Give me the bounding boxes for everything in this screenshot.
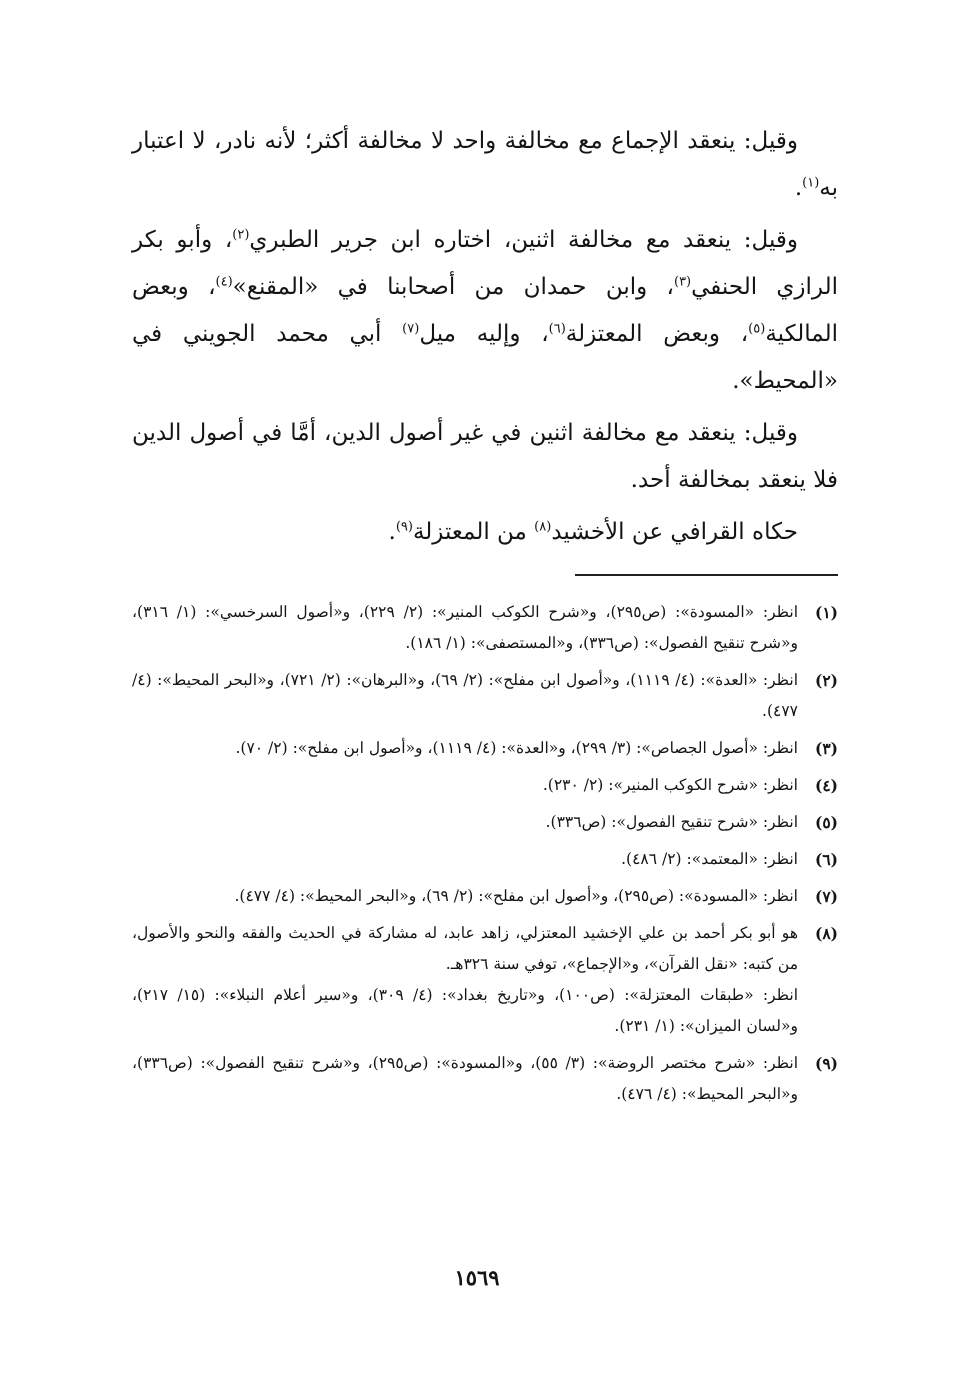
footnote-body bbox=[132, 807, 798, 838]
paragraph-3-text: وقيل: ينعقد مع مخالفة اثنين في غير أصول الدين، أمَّا في أصول الدين فلا ينعقد بمخالفة أحد. bbox=[132, 420, 838, 493]
footnote-ref-7[interactable]: (٧) bbox=[402, 321, 420, 337]
footnote-ref-9[interactable]: (٩) bbox=[395, 519, 413, 535]
paragraph-4 bbox=[132, 509, 838, 556]
footnote-body bbox=[132, 665, 798, 727]
footnote-ref-1[interactable]: (١) bbox=[802, 175, 820, 191]
footnote-ref-5[interactable]: (٥) bbox=[748, 321, 766, 337]
footnote-separator bbox=[575, 574, 838, 576]
footnote-number: (٣) bbox=[814, 739, 838, 758]
footnote-number: (١) bbox=[814, 603, 838, 622]
paragraph-2-part-6: ، وإليه ميل bbox=[419, 321, 549, 347]
footnote-number: (٦) bbox=[814, 850, 838, 869]
footnote-body bbox=[132, 918, 798, 1042]
footnote-body bbox=[132, 881, 798, 912]
footnote-text: انظر: «شرح الكوكب المنير»: (٢/ ٢٣٠). bbox=[542, 776, 798, 794]
footnote-text: انظر: «العدة»: (٤/ ١١١٩)، و«أصول ابن مفلح»: (٢/ ٦٩)، و«البرهان»: (٢/ ٧٢١)، و«البحر المحيط»: (٤/ ٤٧٧). bbox=[132, 671, 798, 720]
footnote-3 bbox=[132, 733, 838, 764]
paragraph-2-part-2: ، وأبو بكر الرازي الحنفي bbox=[132, 227, 839, 300]
paragraph-2 bbox=[132, 217, 838, 405]
footnote-text-references: انظر: «طبقات المعتزلة»: (ص١٠٠)، و«تاريخ بغداد»: (٤/ ٣٠٩)، و«سير أعلام النبلاء»: (١٥/ ٢١٧)، و«لسان الميزان»: (١/ ٢٣١). bbox=[132, 986, 798, 1035]
footnote-text: انظر: «المسودة»: (ص٢٩٥)، و«شرح الكوكب المنير»: (٢/ ٢٢٩)، و«أصول السرخسي»: (١/ ٣١٦)، و«شرح تنقيح الفصول»: (ص٣٣٦)، و«المستصفى»: (١/ ١٨٦). bbox=[132, 603, 798, 652]
footnote-4 bbox=[132, 770, 838, 801]
paragraph-4-end: . bbox=[388, 519, 396, 545]
footnote-number: (٢) bbox=[814, 671, 838, 690]
footnote-text: انظر: «المعتمد»: (٢/ ٤٨٦). bbox=[621, 850, 798, 868]
paragraph-2-part-3: ، وابن حمدان من أصحابنا في «المقنع» bbox=[232, 274, 674, 300]
paragraph-2-part-1: وقيل: ينعقد مع مخالفة اثنين، اختاره ابن جرير الطبري bbox=[249, 227, 798, 253]
footnote-text: انظر: «شرح تنقيح الفصول»: (ص٣٣٦). bbox=[545, 813, 798, 831]
footnote-9 bbox=[132, 1048, 838, 1110]
main-text bbox=[132, 118, 838, 561]
footnote-2 bbox=[132, 665, 838, 727]
paragraph-1-text: وقيل: ينعقد الإجماع مع مخالفة واحد لا مخالفة أكثر؛ لأنه نادر، لا اعتبار به bbox=[132, 128, 838, 201]
footnote-7 bbox=[132, 881, 838, 912]
footnote-text: انظر: «شرح مختصر الروضة»: (٣/ ٥٥)، و«المسودة»: (ص٢٩٥)، و«شرح تنقيح الفصول»: (ص٣٣٦)، و«البحر المحيط»: (٤/ ٤٧٦). bbox=[132, 1054, 798, 1103]
footnote-ref-2[interactable]: (٢) bbox=[232, 227, 250, 243]
footnote-body bbox=[132, 733, 798, 764]
footnote-6 bbox=[132, 844, 838, 875]
footnote-body bbox=[132, 597, 798, 659]
footnote-ref-3[interactable]: (٣) bbox=[673, 274, 692, 290]
paragraph-4-part-2: من المعتزلة bbox=[412, 519, 535, 545]
paragraph-2-part-7: أبي محمد الجويني في «المحيط». bbox=[132, 321, 838, 394]
footnote-text: هو أبو بكر أحمد بن علي الإخشيد المعتزلي، زاهد عابد، له مشاركة في الحديث والفقه والنحو والأصول، من كتبه: «نقل القرآن»، و«الإجماع»، توفي سنة ٣٢٦هـ. bbox=[132, 924, 798, 973]
footnote-number: (٩) bbox=[814, 1054, 838, 1073]
footnote-number: (٥) bbox=[814, 813, 838, 832]
footnote-1 bbox=[132, 597, 838, 659]
page-number: ١٥٦٩ bbox=[454, 1265, 500, 1290]
footnote-number: (٤) bbox=[814, 776, 838, 795]
footnote-number: (٨) bbox=[814, 924, 838, 943]
footnote-body bbox=[132, 1048, 798, 1110]
footnote-ref-6[interactable]: (٦) bbox=[548, 321, 566, 337]
footnote-ref-4[interactable]: (٤) bbox=[215, 274, 233, 290]
footnote-8 bbox=[132, 918, 838, 1042]
paragraph-4-part-1: حكاه القرافي عن الأخشيد bbox=[551, 519, 798, 545]
footnote-5 bbox=[132, 807, 838, 838]
footnote-number: (٧) bbox=[814, 887, 838, 906]
paragraph-1 bbox=[132, 118, 838, 212]
paragraph-1-end: . bbox=[794, 175, 803, 201]
footnote-body bbox=[132, 844, 798, 875]
footnotes-section bbox=[132, 597, 838, 1116]
paragraph-2-part-4: ، وبعض المالكية bbox=[132, 274, 838, 347]
footnote-body bbox=[132, 770, 798, 801]
footnote-ref-8[interactable]: (٨) bbox=[534, 519, 552, 535]
footnote-text: انظر: «المسودة»: (ص٢٩٥)، و«أصول ابن مفلح»: (٢/ ٦٩)، و«البحر المحيط»: (٤/ ٤٧٧). bbox=[234, 887, 798, 905]
paragraph-3 bbox=[132, 410, 838, 504]
paragraph-2-part-5: ، وبعض المعتزلة bbox=[565, 321, 749, 347]
footnote-text: انظر: «أصول الجصاص»: (٣/ ٢٩٩)، و«العدة»: (٤/ ١١١٩)، و«أصول ابن مفلح»: (٢/ ٧٠). bbox=[235, 739, 798, 757]
